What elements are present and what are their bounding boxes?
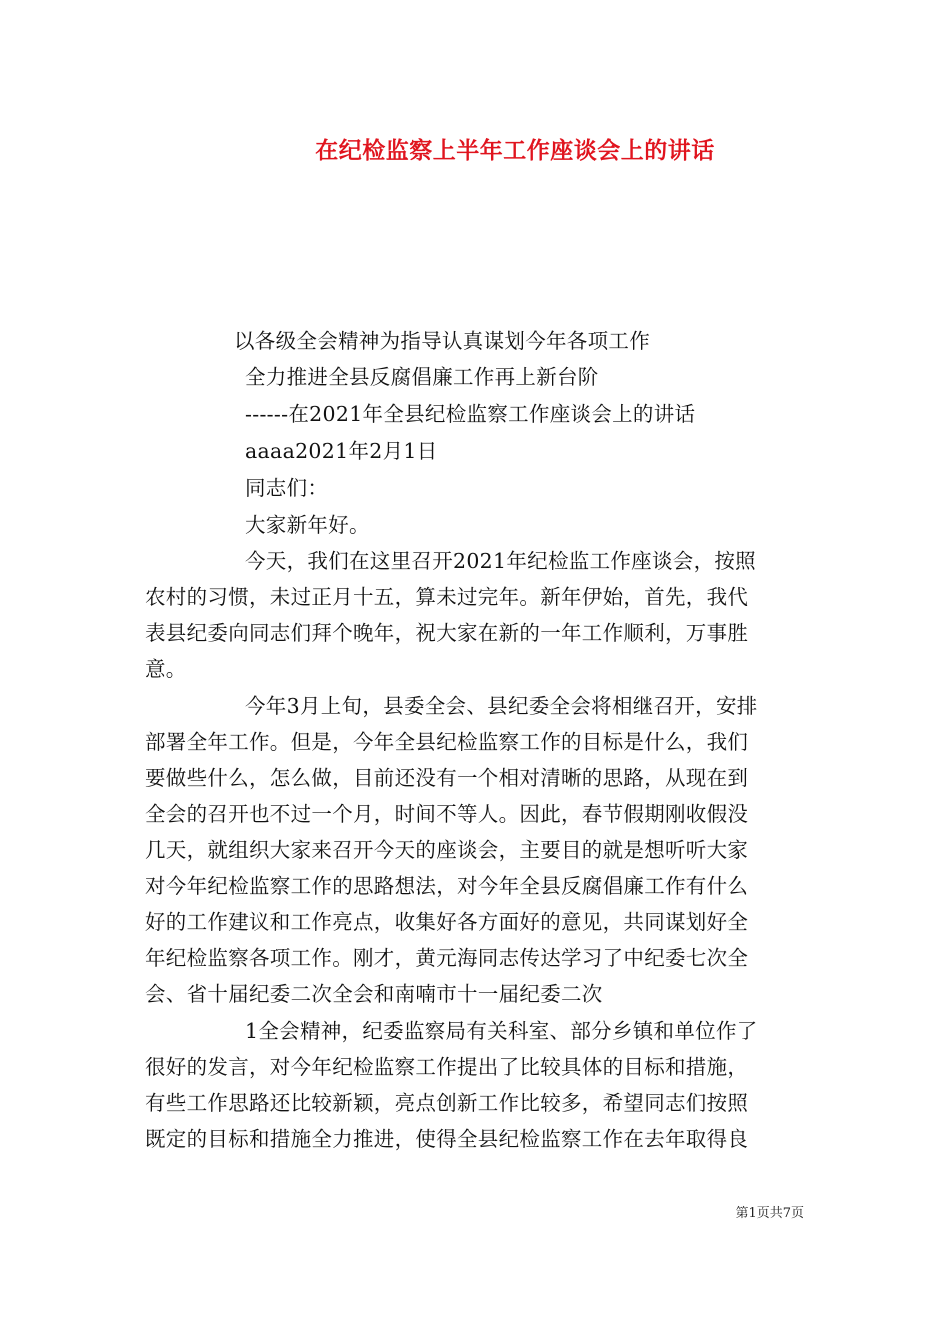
paragraph-line: 全会的召开也不过一个月，时间不等人。因此，春节假期刚收假没 — [145, 802, 749, 826]
document-title: 在纪检监察上半年工作座谈会上的讲话 — [315, 137, 715, 164]
paragraph-line: 对今年纪检监察工作的思路想法，对今年全县反腐倡廉工作有什么 — [145, 874, 749, 898]
paragraph-line: 有些工作思路还比较新颖，亮点创新工作比较多，希望同志们按照 — [145, 1091, 749, 1115]
page-number: 第1页共7页 — [735, 1206, 804, 1221]
paragraph-line: 1全会精神，纪委监察局有关科室、部分乡镇和单位作了 — [245, 1019, 758, 1043]
paragraph-line: 今天，我们在这里召开2021年纪检监工作座谈会，按照 — [245, 549, 756, 573]
date-line: aaaa2021年2月1日 — [245, 439, 438, 463]
paragraph-line: 今年3月上旬，县委全会、县纪委全会将相继召开，安排 — [245, 694, 758, 718]
paragraph-line: 要做些什么，怎么做，目前还没有一个相对清晰的思路，从现在到 — [145, 766, 749, 790]
paragraph-line: 表县纪委向同志们拜个晚年，祝大家在新的一年工作顺利，万事胜 — [145, 621, 749, 645]
paragraph-line: 年纪检监察各项工作。刚才，黄元海同志传达学习了中纪委七次全 — [145, 946, 749, 970]
subtitle-line-2: 全力推进全县反腐倡廉工作再上新台阶 — [245, 365, 599, 389]
paragraph-line: 农村的习惯，未过正月十五，算未过完年。新年伊始，首先，我代 — [145, 585, 749, 609]
paragraph-line: 好的工作建议和工作亮点，收集好各方面好的意见，共同谋划好全 — [145, 910, 749, 934]
greeting: 大家新年好。 — [245, 513, 370, 537]
subtitle-line-3: ------在2021年全县纪检监察工作座谈会上的讲话 — [245, 402, 696, 426]
paragraph-line: 部署全年工作。但是，今年全县纪检监察工作的目标是什么，我们 — [145, 730, 749, 754]
paragraph-line: 很好的发言，对今年纪检监察工作提出了比较具体的目标和措施， — [145, 1055, 749, 1079]
paragraph-line: 意。 — [145, 657, 187, 681]
paragraph-line: 会、省十届纪委二次全会和南喃市十一届纪委二次 — [145, 982, 603, 1006]
paragraph-line: 几天，就组织大家来召开今天的座谈会，主要目的就是想听听大家 — [145, 838, 749, 862]
paragraph-line: 既定的目标和措施全力推进，使得全县纪检监察工作在去年取得良 — [145, 1127, 749, 1151]
salutation: 同志们： — [245, 476, 329, 500]
subtitle-line-1: 以各级全会精神为指导认真谋划今年各项工作 — [234, 329, 650, 353]
